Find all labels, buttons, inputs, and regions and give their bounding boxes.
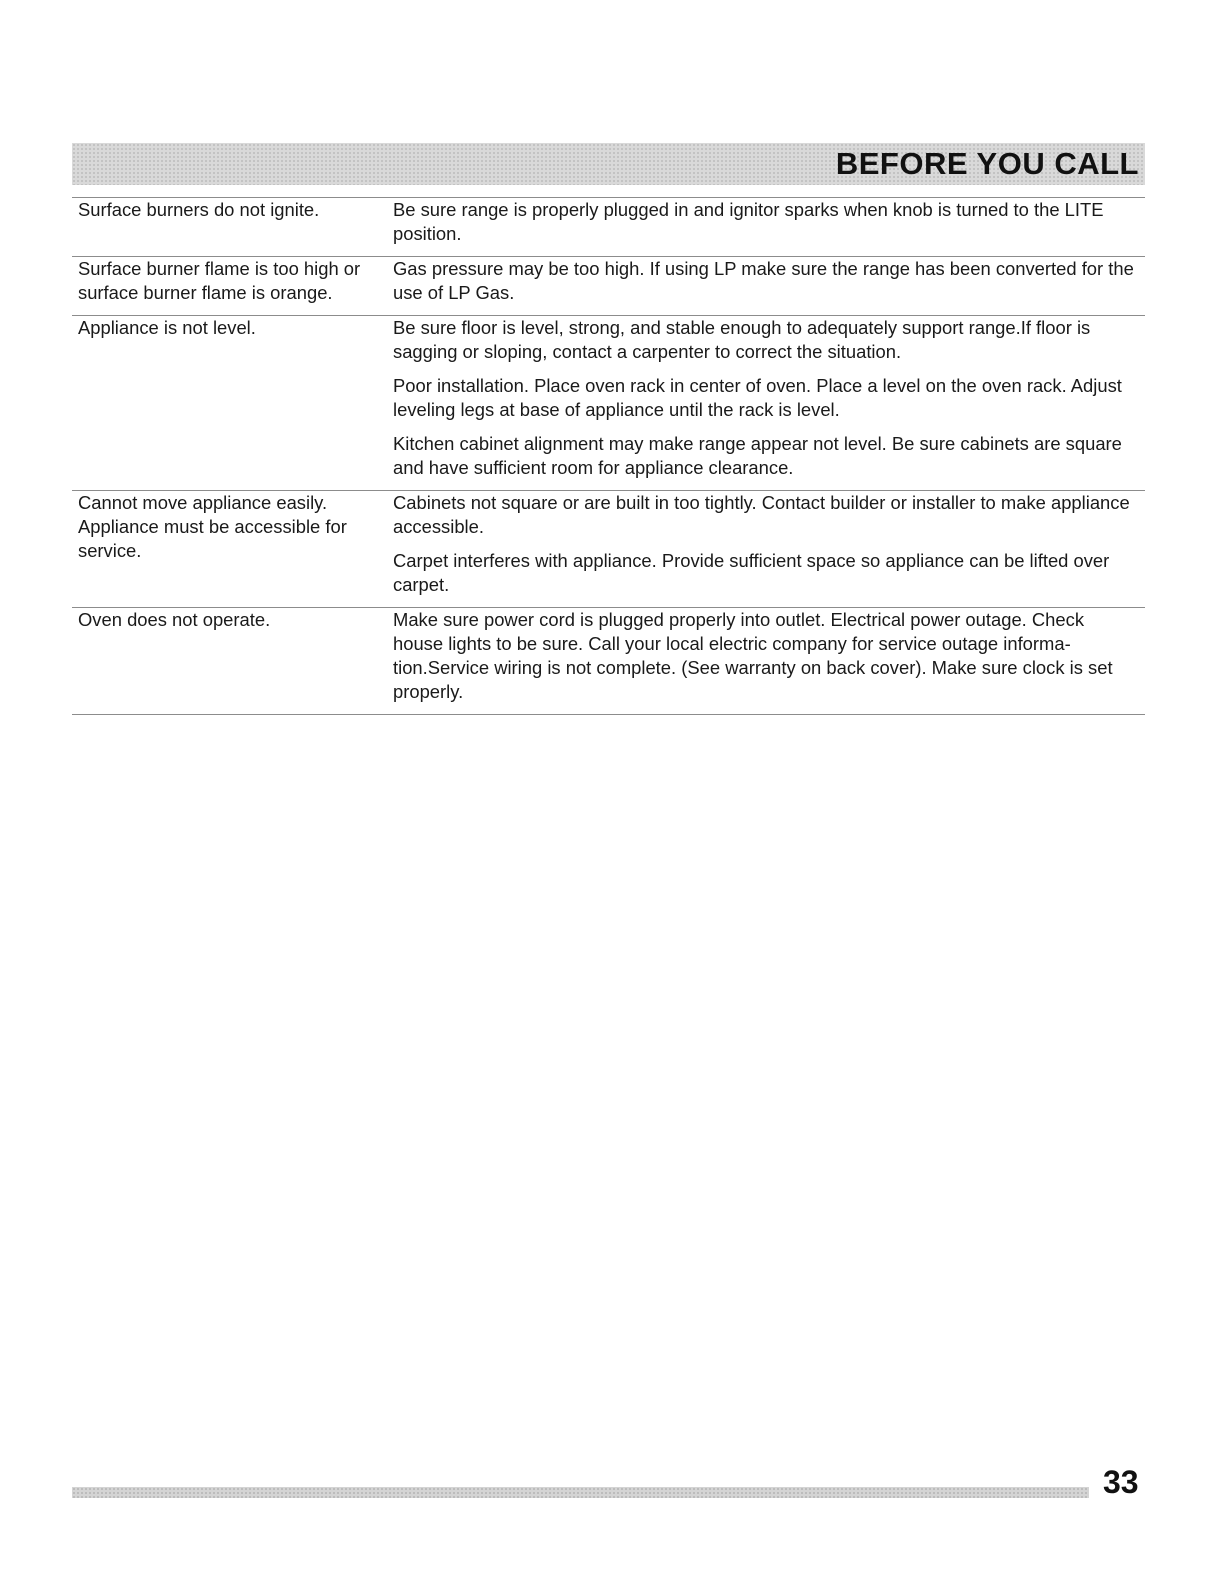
page-number: 33 <box>1103 1464 1139 1500</box>
solution-text: Make sure power cord is plugged properly into outlet. Electrical power outage. Check house lights to be sure. Call your local electric company for service outage information.Service wiring is not complete. (See warranty on back cover). Make sure clock is set properly. <box>393 609 1113 702</box>
problem-cell: Appliance is not level. <box>78 317 256 338</box>
table-row <box>72 490 1145 607</box>
solution-text: Gas pressure may be too high. If using LP make sure the range has been converted for the use of LP Gas. <box>393 258 1134 303</box>
problem-cell: Surface burners do not ignite. <box>78 199 320 220</box>
section-header-bar <box>72 143 1145 185</box>
table-row <box>72 607 1145 715</box>
solution-text: Be sure floor is level, strong, and stable enough to adequately support range.If floor is sagging or sloping, contact a carpenter to correct the situation. <box>393 317 1091 362</box>
solution-text: Be sure range is properly plugged in and ignitor sparks when knob is turned to the LITE position. <box>393 199 1104 244</box>
solutions-cell <box>388 608 1145 714</box>
solutions-cell <box>388 491 1145 607</box>
solutions-cell <box>388 198 1145 256</box>
solution-text: Poor installation. Place oven rack in center of oven. Place a level on the oven rack. Adjust leveling legs at base of appliance until the rack is level. <box>393 375 1122 420</box>
problem-cell: Surface burner flame is too high or surface burner flame is orange. <box>78 258 361 303</box>
solution-text: Kitchen cabinet alignment may make range appear not level. Be sure cabinets are square and have sufficient room for appliance clearance. <box>393 433 1122 478</box>
troubleshooting-table <box>72 197 1145 715</box>
footer-bar <box>72 1487 1089 1498</box>
table-row <box>72 197 1145 256</box>
table-row <box>72 315 1145 490</box>
solutions-cell <box>388 257 1145 315</box>
solution-text: Carpet interferes with appliance. Provide sufficient space so appliance can be lifted over carpet. <box>393 550 1110 595</box>
problem-cell: Cannot move appliance easily. Appliance must be accessible for service. <box>78 492 347 561</box>
section-title: BEFORE YOU CALL <box>835 146 1139 181</box>
solution-text: Cabinets not square or are built in too tightly. Contact builder or installer to make appliance accessible. <box>393 492 1130 537</box>
problem-cell: Oven does not operate. <box>78 609 271 630</box>
solutions-cell <box>388 316 1145 490</box>
table-row <box>72 256 1145 315</box>
